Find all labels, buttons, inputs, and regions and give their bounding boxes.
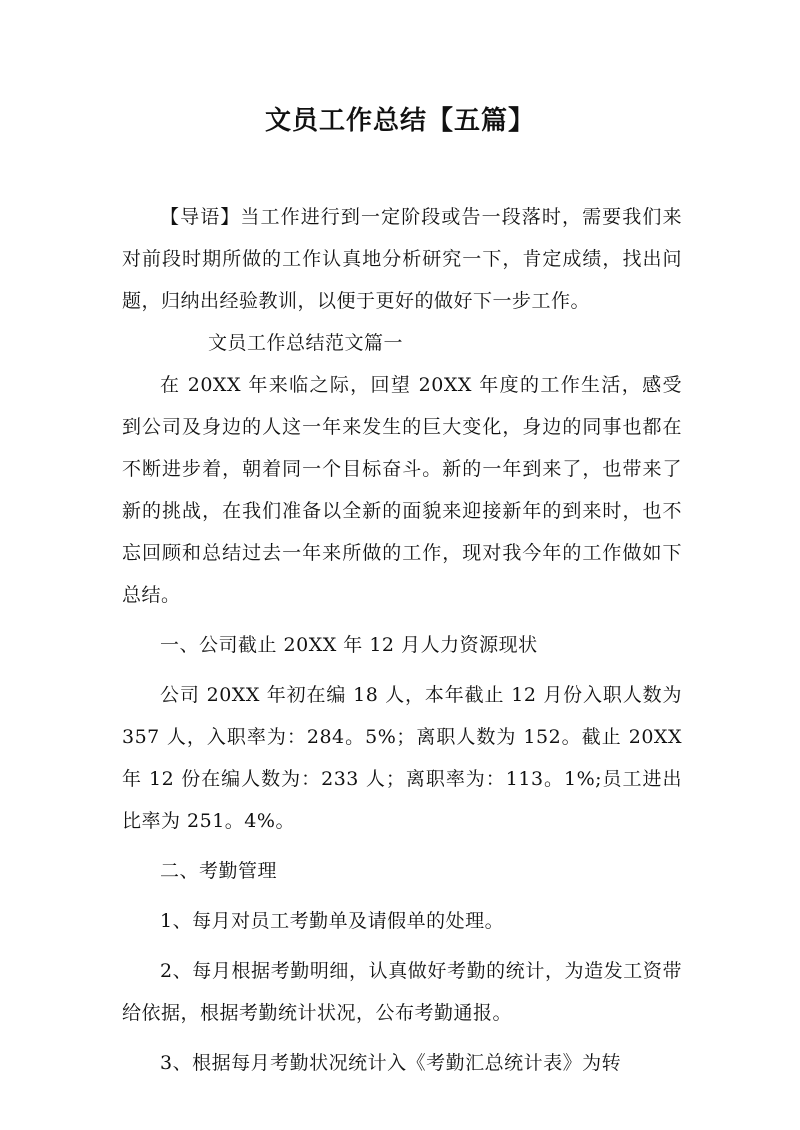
list-item-attendance-1: 1、每月对员工考勤单及请假单的处理。 bbox=[160, 910, 505, 932]
heading-hr-status: 一、公司截止 20XX 年 12 月人力资源现状 bbox=[160, 634, 538, 656]
paragraph-opening: 在 20XX 年来临之际，回望 20XX 年度的工作生活，感受到公司及身边的人这一年来发生的巨大变化，身边的同事也都在不断进步着，朝着同一个目标奋斗。新的一年到来了，也带来了新的挑战，在我们准备以全新的面貌来迎接新年的到来时，也不忘回顾和总结过去一年来所做的工作，现对我今年的工作做如下总结。 bbox=[122, 374, 682, 606]
section-heading: 文员工作总结范文篇一 bbox=[208, 332, 404, 354]
heading-attendance: 二、考勤管理 bbox=[160, 860, 278, 882]
main-body bbox=[122, 364, 682, 1084]
list-item-attendance-3: 3、根据每月考勤状况统计入《考勤汇总统计表》为转 bbox=[160, 1052, 622, 1074]
intro-paragraph: 【导语】当工作进行到一定阶段或告一段落时，需要我们来对前段时期所做的工作认真地分析研究一下，肯定成绩，找出问题，归纳出经验教训，以便于更好的做好下一步工作。 bbox=[122, 206, 682, 312]
paragraph-hr-figures: 公司 20XX 年初在编 18 人，本年截止 12 月份入职人数为 357 人，入职率为：284。5%；离职人数为 152。截止 20XX 年 12 份在编人数为：233 人；离职率为：113。1%;员工进出比率为 251。4%。 bbox=[122, 684, 682, 832]
list-item-attendance-2: 2、每月根据考勤明细，认真做好考勤的统计，为造发工资带给依据，根据考勤统计状况，公布考勤通报。 bbox=[122, 960, 682, 1024]
document-title: 文员工作总结【五篇】 bbox=[264, 106, 535, 136]
intro-block bbox=[122, 196, 682, 322]
